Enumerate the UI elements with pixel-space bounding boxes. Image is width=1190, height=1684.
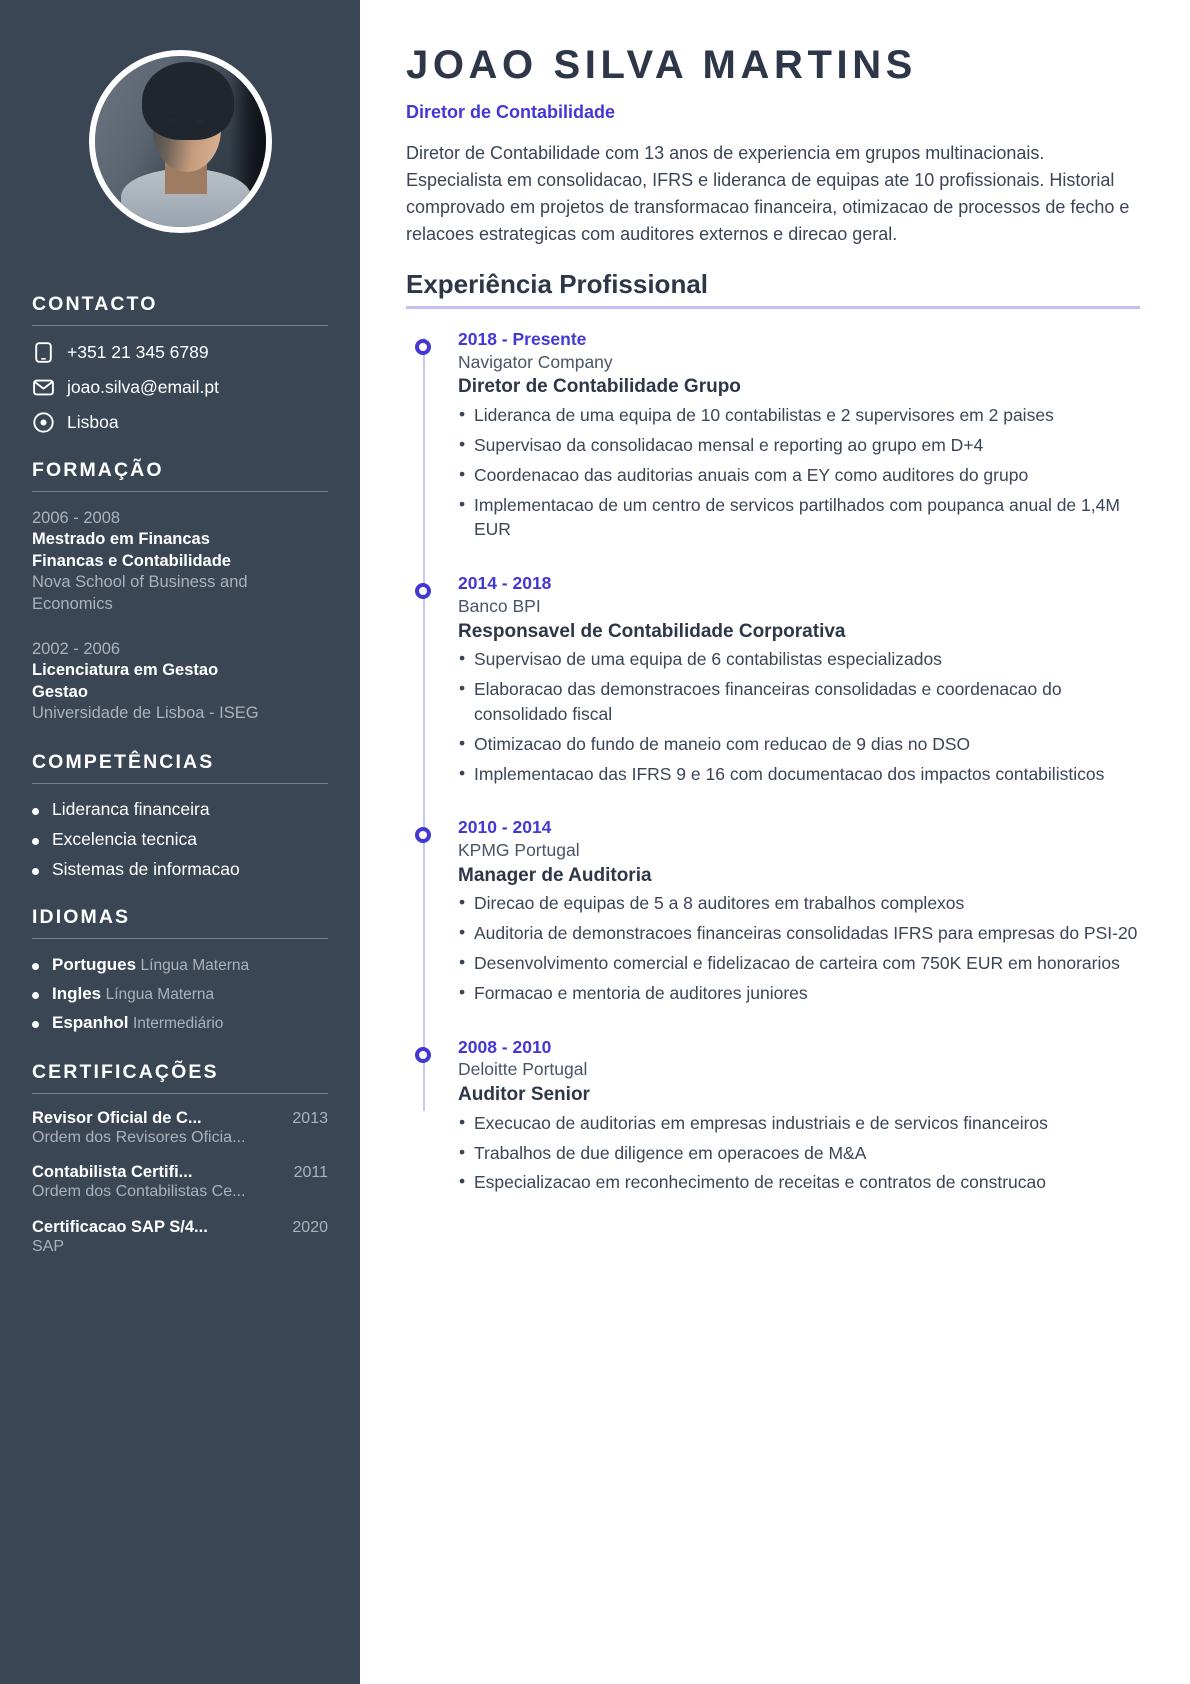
experience-item — [458, 572, 1140, 786]
certification-item — [32, 1163, 328, 1203]
experience-bullets — [458, 1111, 1140, 1196]
job-title: Diretor de Contabilidade — [406, 102, 616, 122]
certification-item — [32, 1109, 328, 1149]
experience-role: Responsavel de Contabilidade Corporativa — [458, 620, 846, 642]
bullet-dot-icon — [32, 868, 39, 875]
section-contact — [32, 293, 328, 433]
language-level: Intermediário — [132, 1015, 224, 1033]
experience-bullets — [458, 647, 1140, 786]
timeline-marker-icon — [415, 1047, 431, 1063]
avatar — [89, 50, 272, 233]
skills-heading: COMPETÊNCIAS — [32, 751, 215, 774]
experience-bullet: • Auditoria de demonstracoes financeiras consolidadas IFRS para empresas do PSI-20 — [458, 921, 1140, 946]
education-item — [32, 507, 328, 616]
timeline-marker-icon — [415, 583, 431, 599]
skills-divider — [32, 783, 328, 784]
timeline-marker-icon — [415, 827, 431, 843]
experience-bullet: • Elaboracao das demonstracoes financeiras consolidadas e coordenacao do consolidado fiscal — [458, 677, 1140, 727]
education-years: 2006 - 2008 — [32, 509, 121, 527]
language-item — [32, 1012, 328, 1034]
language-name: Espanhol — [52, 1013, 129, 1033]
education-school: Universidade de Lisboa - ISEG — [32, 704, 259, 723]
phone-icon — [32, 341, 54, 363]
certification-year: 2020 — [292, 1219, 328, 1237]
education-divider — [32, 491, 328, 492]
education-degree: Mestrado em Financas — [32, 530, 210, 549]
experience-item — [458, 1036, 1140, 1196]
experience-company: Navigator Company — [458, 351, 613, 372]
experience-role: Auditor Senior — [458, 1084, 590, 1106]
language-item — [32, 954, 328, 976]
experience-bullet: • Coordenacao das auditorias anuais com a EY como auditores do grupo — [458, 463, 1140, 488]
bullet-dot-icon — [32, 1021, 39, 1028]
certifications-divider — [32, 1093, 328, 1094]
section-languages — [32, 906, 328, 1034]
experience-bullet: • Supervisao da consolidacao mensal e reporting ao grupo em D+4 — [458, 433, 1140, 458]
experience-company: Deloitte Portugal — [458, 1059, 588, 1080]
bullet-dot-icon — [32, 992, 39, 999]
certification-name: Contabilista Certifi... — [32, 1163, 193, 1182]
education-field: Financas e Contabilidade — [32, 551, 231, 570]
certification-name: Certificacao SAP S/4... — [32, 1218, 208, 1237]
contact-location — [32, 411, 328, 433]
certification-year: 2013 — [292, 1109, 328, 1127]
contact-heading: CONTACTO — [32, 293, 158, 315]
certification-item — [32, 1218, 328, 1258]
avatar-container — [32, 0, 328, 267]
avatar-hair — [142, 62, 234, 140]
experience-bullet: • Otimizacao do fundo de maneio com reducao de 9 dias no DSO — [458, 732, 1140, 757]
experience-bullet: • Direcao de equipas de 5 a 8 auditores em trabalhos complexos — [458, 891, 1140, 916]
contact-phone-value: +351 21 345 6789 — [67, 341, 209, 362]
skill-item — [32, 799, 328, 820]
experience-bullet: • Execucao de auditorias em empresas industriais e de servicos financeiros — [458, 1111, 1140, 1136]
experience-bullet: • Trabalhos de due diligence em operacoes de M&A — [458, 1141, 1140, 1166]
experience-years: 2018 - Presente — [458, 329, 587, 349]
education-school: Nova School of Business and Economics — [32, 573, 248, 614]
certification-year: 2011 — [293, 1164, 328, 1182]
experience-bullets — [458, 891, 1140, 1005]
language-item — [32, 983, 328, 1005]
contact-phone — [32, 341, 328, 363]
language-name: Ingles — [52, 984, 102, 1004]
education-years: 2002 - 2006 — [32, 640, 121, 659]
contact-email-value: joao.silva@email.pt — [67, 376, 219, 397]
experience-company: Banco BPI — [458, 595, 541, 616]
section-skills — [32, 751, 328, 880]
timeline-marker-icon — [415, 339, 431, 355]
certification-name: Revisor Oficial de C... — [32, 1108, 202, 1127]
experience-divider — [406, 306, 1140, 309]
experience-item — [458, 328, 1140, 542]
experience-bullet: • Lideranca de uma equipa de 10 contabilistas e 2 supervisores em 2 paises — [458, 403, 1140, 428]
email-icon — [32, 376, 54, 398]
main-content — [360, 0, 1190, 1684]
contact-location-value: Lisboa — [67, 411, 119, 432]
education-heading: FORMAÇÃO — [32, 459, 164, 481]
skill-label: Excelencia tecnica — [52, 829, 197, 850]
avatar-eye-right — [196, 118, 205, 124]
experience-bullets — [458, 403, 1140, 542]
experience-timeline — [406, 328, 1140, 1195]
experience-bullet: • Implementacao das IFRS 9 e 16 com documentacao dos impactos contabilisticos — [458, 762, 1140, 787]
experience-years: 2014 - 2018 — [458, 573, 552, 594]
sidebar — [0, 0, 360, 1684]
skill-label: Sistemas de informacao — [52, 859, 240, 880]
bullet-dot-icon — [32, 963, 39, 970]
certification-org: Ordem dos Revisores Oficia... — [32, 1128, 246, 1146]
avatar-eye-left — [167, 118, 176, 124]
experience-years: 2008 - 2010 — [458, 1036, 552, 1057]
bullet-dot-icon — [32, 808, 39, 815]
experience-bullet: • Supervisao de uma equipa de 6 contabilistas especializados — [458, 647, 1140, 672]
contact-email — [32, 376, 328, 398]
experience-heading: Experiência Profissional — [406, 269, 709, 299]
skill-item — [32, 859, 328, 880]
skill-label: Lideranca financeira — [52, 799, 210, 820]
language-name: Portugues — [52, 955, 137, 975]
language-level: Língua Materna — [140, 957, 250, 975]
languages-heading: IDIOMAS — [32, 906, 131, 929]
language-level: Língua Materna — [105, 986, 215, 1004]
section-certifications — [32, 1061, 328, 1258]
certifications-heading: CERTIFICAÇÕES — [32, 1060, 219, 1083]
bullet-dot-icon — [32, 838, 39, 845]
candidate-name: JOAO SILVA MARTINS — [406, 43, 917, 87]
experience-bullet: • Desenvolvimento comercial e fidelizacao de carteira com 750K EUR em honorarios — [458, 951, 1140, 976]
certification-org: Ordem dos Contabilistas Ce... — [32, 1183, 246, 1201]
languages-divider — [32, 938, 328, 939]
experience-years: 2010 - 2014 — [458, 817, 552, 838]
experience-bullet: • Implementacao de um centro de servicos partilhados com poupanca anual de 1,4M EUR — [458, 493, 1140, 543]
experience-role: Diretor de Contabilidade Grupo — [458, 376, 741, 398]
experience-bullet: • Especializacao em reconhecimento de receitas e contratos de construcao — [458, 1170, 1140, 1195]
education-degree: Licenciatura em Gestao — [32, 661, 219, 680]
experience-company: KPMG Portugal — [458, 840, 580, 861]
location-icon — [32, 411, 54, 433]
education-item — [32, 638, 328, 725]
certification-org: SAP — [32, 1238, 65, 1256]
experience-role: Manager de Auditoria — [458, 864, 652, 886]
education-field: Gestao — [32, 682, 88, 701]
experience-item — [458, 816, 1140, 1005]
contact-divider — [32, 325, 328, 326]
experience-bullet: • Formacao e mentoria de auditores juniores — [458, 981, 1140, 1006]
section-education — [32, 459, 328, 725]
professional-summary: Diretor de Contabilidade com 13 anos de experiencia em grupos multinacionais. Especialista em consolidacao, IFRS e lideranca de equipas ate 10 profissionais. Historial comprovado em projetos de transformacao financeira, otimizacao de processos de fecho e relacoes estrategicas com auditores externos e direcao geral. — [406, 143, 1130, 244]
skill-item — [32, 829, 328, 850]
